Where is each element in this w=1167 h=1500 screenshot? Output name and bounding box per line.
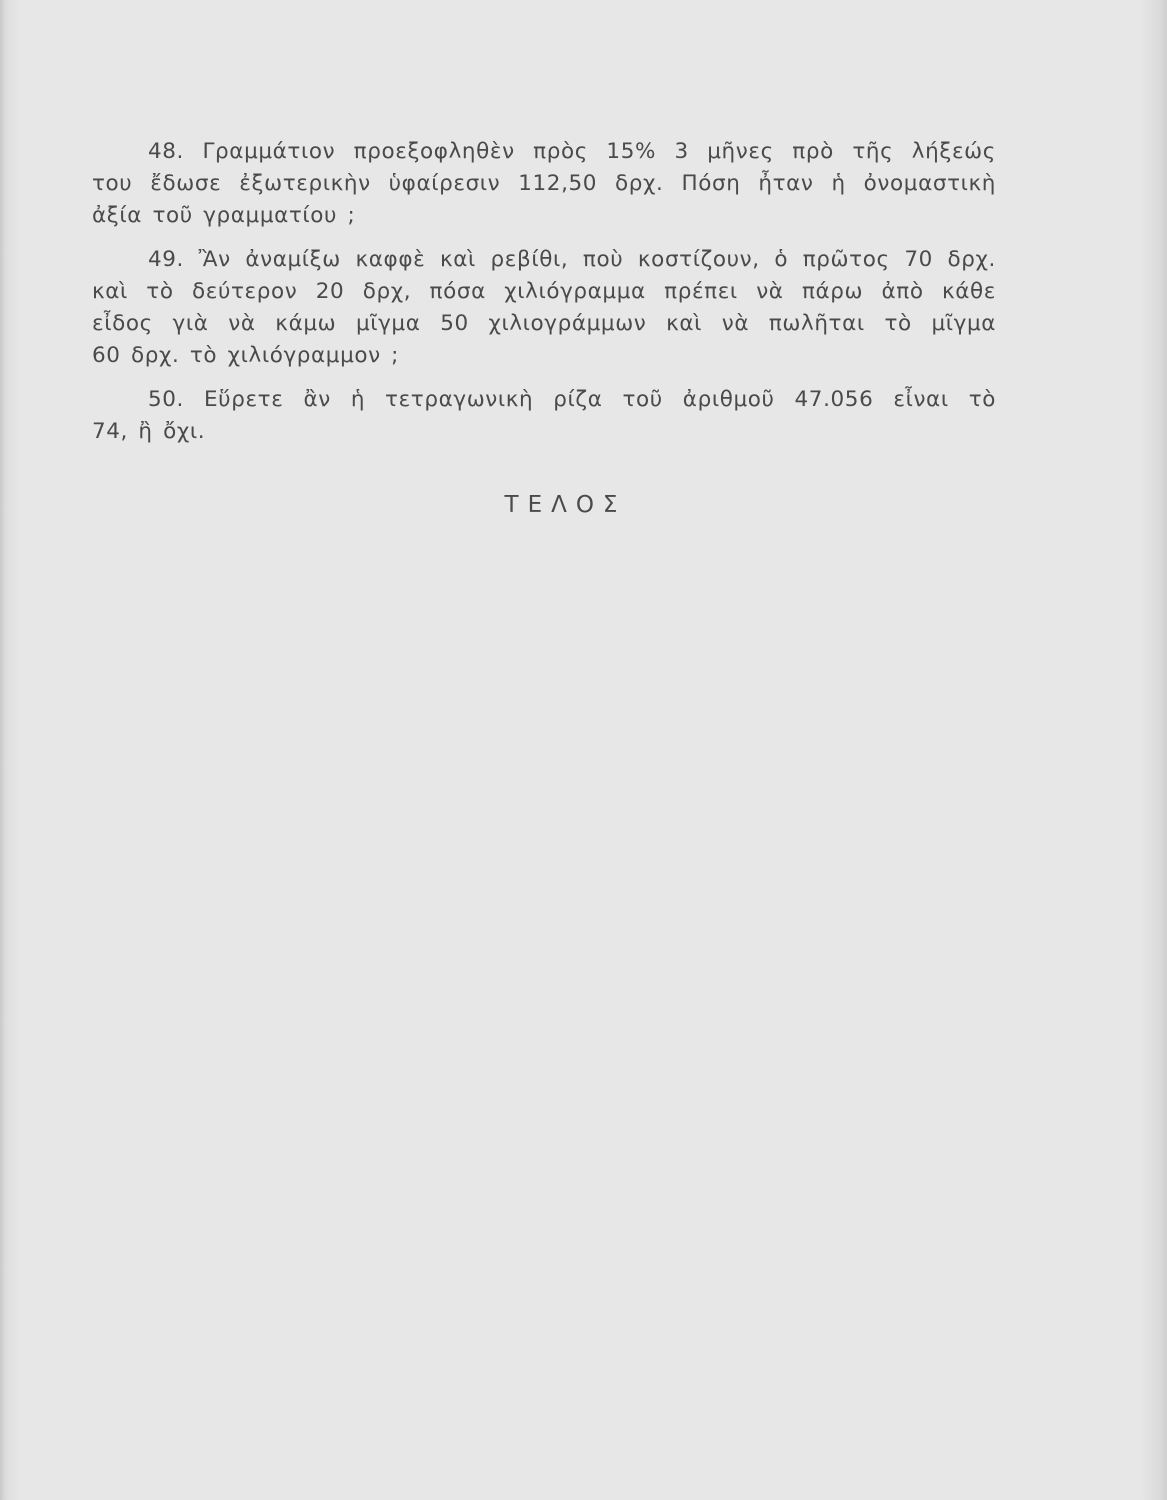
problem-line: 48. Γραμμάτιον προεξοφληθὲν πρὸς 15% 3 μῆνες πρὸ τῆς λήξεώς xyxy=(148,139,996,164)
problems-text xyxy=(92,136,996,460)
problem-49 xyxy=(92,244,996,372)
problem-line: 60 δρχ. τὸ χιλιόγραμμον ; xyxy=(92,343,400,368)
problem-line: ἀξία τοῦ γραμματίου ; xyxy=(92,203,356,228)
problem-48 xyxy=(92,136,996,232)
problem-line: εἶδος γιὰ νὰ κάμω μῖγμα 50 χιλιογράμμων καὶ νὰ πωλῆται τὸ μῖγμα xyxy=(92,311,996,336)
end-word: ΤΕΛΟΣ xyxy=(504,492,627,518)
problem-line: καὶ τὸ δεύτερον 20 δρχ, πόσα χιλιόγραμμα πρέπει νὰ πάρω ἀπὸ κάθε xyxy=(92,279,996,304)
problem-line: 74, ἢ ὄχι. xyxy=(92,419,206,444)
problem-line: 49. Ἂν ἀναμίξω καφφὲ καὶ ρεβίθι, ποὺ κοστίζουν, ὁ πρῶτος 70 δρχ. xyxy=(148,247,996,272)
problem-line: του ἔδωσε ἐξωτερικὴν ὑφαίρεσιν 112,50 δρχ. Πόση ἦταν ἡ ὀνομαστικὴ xyxy=(92,171,996,196)
problem-50 xyxy=(92,384,996,448)
problem-line: 50. Εὕρετε ἂν ἡ τετραγωνικὴ ρίζα τοῦ ἀριθμοῦ 47.056 εἶναι τὸ xyxy=(148,387,996,412)
